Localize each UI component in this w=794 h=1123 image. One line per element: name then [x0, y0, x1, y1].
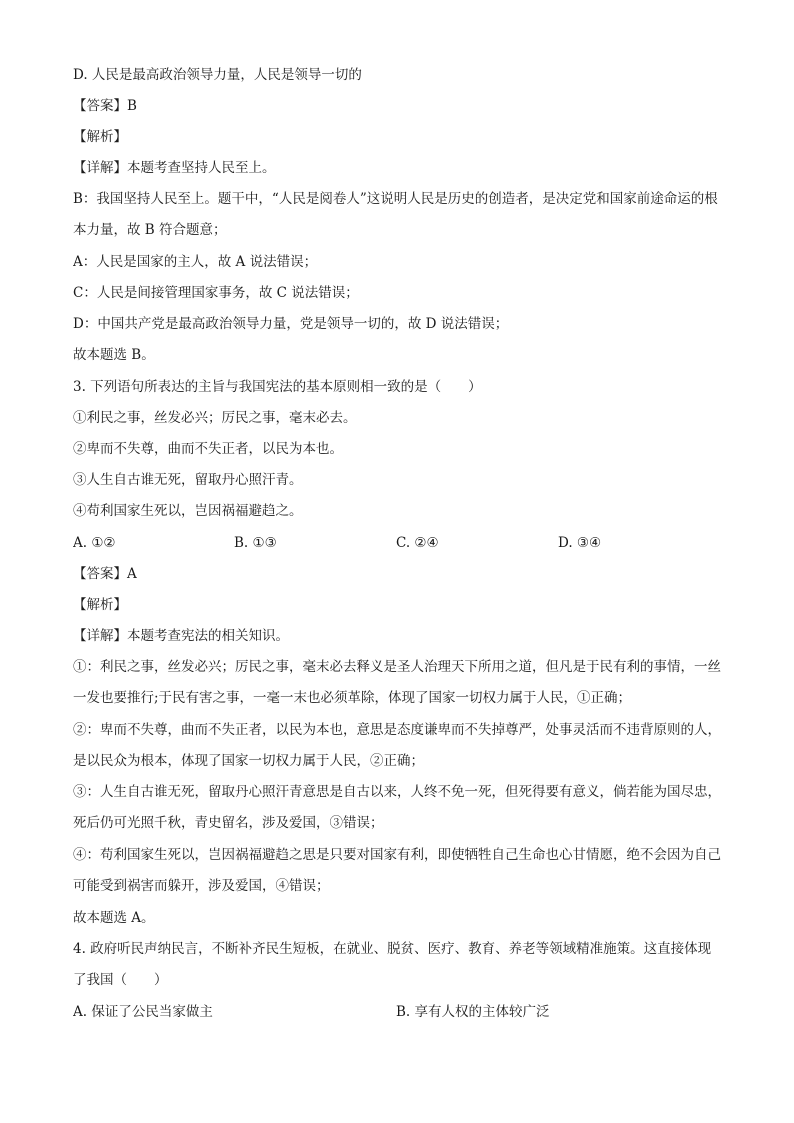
q4-stem: 4. 政府听民声纳民言，不断补齐民生短板，在就业、脱贫、医疗、教育、养老等领域精准施策。这直接体现了我国（ ） [73, 941, 712, 988]
q2-conclusion: 故本题选 B。 [73, 347, 155, 363]
q3-detail: 【详解】本题考查宪法的相关知识。 [73, 628, 289, 644]
q3-item-1: ①利民之事，丝发必兴；厉民之事，毫末必去。 [73, 410, 357, 426]
q2-analysis-label: 【解析】 [73, 129, 127, 145]
q3-explanation-4: ④：苟利国家生死以，岂因祸福避趋之思是只要对国家有利，即使牺牲自己生命也心甘情愿，绝不会因为自己可能受到祸害而躲开，涉及爱国，④错误； [73, 847, 721, 894]
q3-explanation-3: ③：人生自古谁无死，留取丹心照汗青意思是自古以来，人终不免一死，但死得要有意义，倘若能为国尽忠，死后仍可光照千秋，青史留名，涉及爱国，③错误； [73, 784, 721, 831]
q3-explanation-2: ②：卑而不失尊，曲而不失正者，以民为本也，意思是态度谦卑而不失掉尊严，处事灵活而不违背原则的人，是以民众为根本，体现了国家一切权力属于人民，②正确； [73, 722, 721, 769]
q3-item-2: ②卑而不失尊，曲而不失正者，以民为本也。 [73, 441, 343, 457]
q3-explanation-1: ①：利民之事，丝发必兴；厉民之事，毫末必去释义是圣人治理天下所用之道，但凡是于民有利的事情，一丝一发也要推行;于民有害之事，一毫一末也必须革除，体现了国家一切权力属于人民，①正确； [73, 659, 721, 706]
q3-conclusion: 故本题选 A。 [73, 910, 155, 926]
q3-option-c: C. ②④ [396, 535, 439, 551]
q2-option-d: D. 人民是最高政治领导力量，人民是领导一切的 [73, 67, 362, 83]
q3-analysis-label: 【解析】 [73, 597, 127, 613]
q3-option-b: B. ①③ [234, 535, 277, 551]
q2-b-explanation: B：我国坚持人民至上。题干中，“人民是阅卷人”这说明人民是历史的创造者，是决定党和国家前途命运的根本力量，故 B 符合题意； [73, 191, 718, 238]
q3-option-a: A. ①② [73, 535, 116, 551]
q2-d-explanation: D：中国共产党是最高政治领导力量，党是领导一切的，故 D 说法错误； [73, 316, 509, 332]
q4-options-row-1 [73, 1003, 723, 1021]
q2-a-explanation: A：人民是国家的主人，故 A 说法错误； [73, 254, 318, 270]
q3-option-d: D. ③④ [558, 535, 602, 551]
q3-item-3: ③人生自古谁无死，留取丹心照汗青。 [73, 472, 303, 488]
q2-detail: 【详解】本题考查坚持人民至上。 [73, 160, 276, 176]
q2-answer: 【答案】B [73, 98, 137, 114]
q3-stem: 3. 下列语句所表达的主旨与我国宪法的基本原则相一致的是（ ） [73, 379, 482, 395]
q3-answer: 【答案】A [73, 566, 137, 582]
q2-c-explanation: C：人民是间接管理国家事务，故 C 说法错误； [73, 285, 359, 301]
q3-options [73, 534, 723, 552]
q3-item-4: ④苟利国家生死以，岂因祸福避趋之。 [73, 503, 303, 519]
q4-option-a: A. 保证了公民当家做主 [73, 1004, 213, 1020]
q4-option-b: B. 享有人权的主体较广泛 [396, 1004, 550, 1020]
